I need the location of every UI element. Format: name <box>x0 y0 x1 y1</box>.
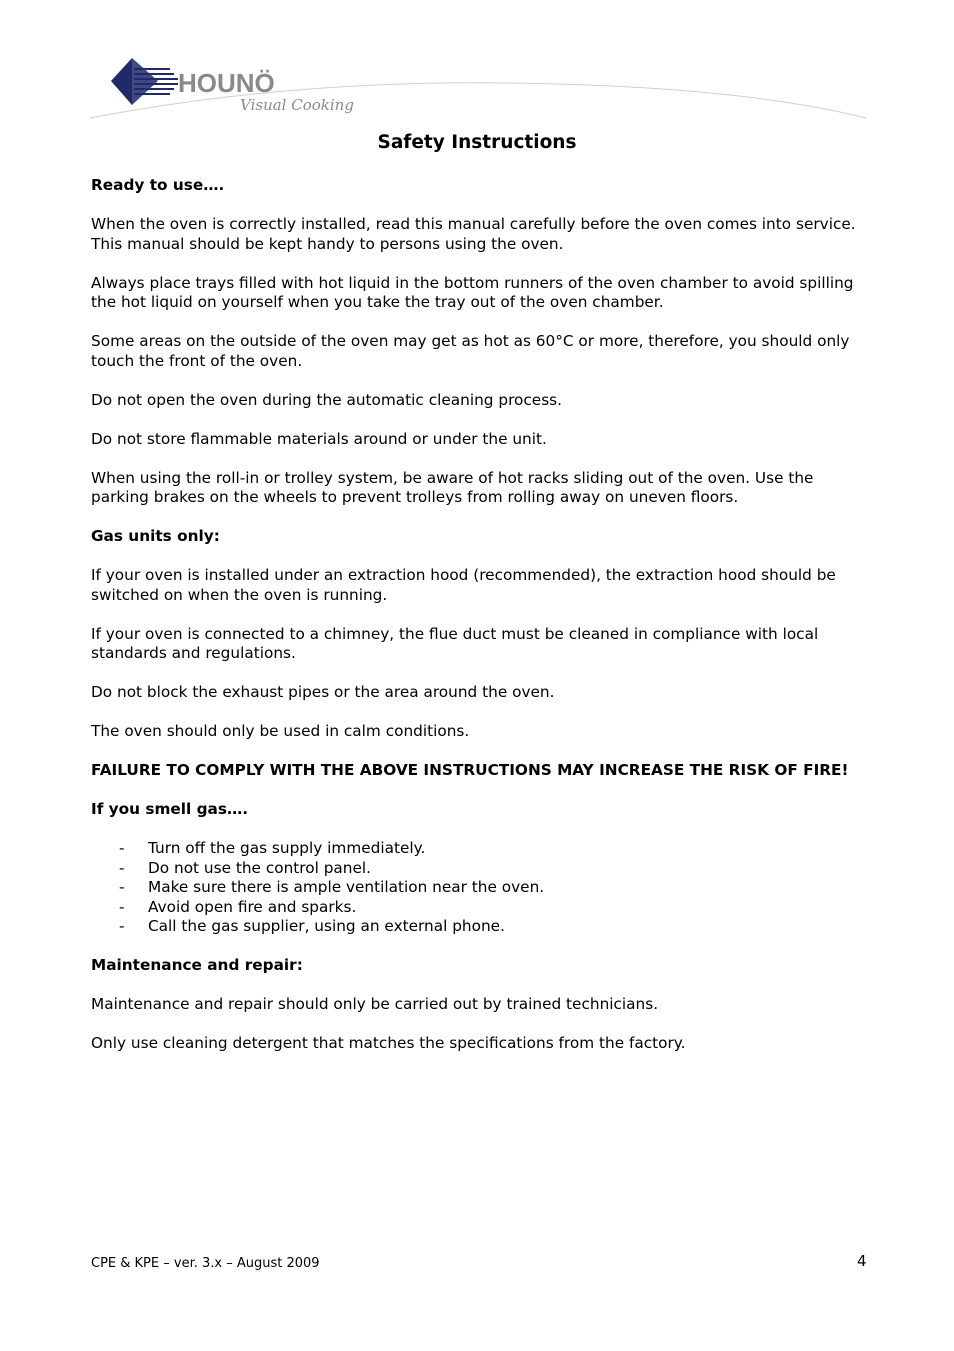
paragraph: Maintenance and repair should only be carried out by trained technicians. <box>91 995 659 1013</box>
paragraph: The oven should only be used in calm conditions. <box>91 722 470 740</box>
section-heading-maintenance: Maintenance and repair: <box>91 956 303 974</box>
list-dash: - <box>119 858 125 877</box>
document-body <box>91 176 871 1073</box>
list-item <box>91 917 871 937</box>
list-item <box>91 839 871 859</box>
paragraph: If your oven is installed under an extraction hood (recommended), the extraction hood should be switched on when the oven is running. <box>91 566 836 604</box>
page-header <box>88 50 868 130</box>
list-item-text: Avoid open fire and sparks. <box>148 897 357 916</box>
paragraph <box>91 215 871 254</box>
page-title: Safety Instructions <box>377 132 577 153</box>
section-heading-gas: Gas units only: <box>91 527 220 545</box>
paragraph: Always place trays filled with hot liquid in the bottom runners of the oven chamber to avoid spilling the hot liquid on yourself when you take the tray out of the oven chamber. <box>91 273 854 311</box>
list-dash: - <box>119 878 125 896</box>
list-dash: - <box>119 839 125 857</box>
page-number: 4 <box>857 1252 867 1270</box>
section-heading-ready: Ready to use…. <box>91 176 225 194</box>
list-item-text: Make sure there is ample ventilation near the oven. <box>148 878 545 896</box>
logo-tagline: Visual Cooking <box>240 96 354 114</box>
paragraph: Only use cleaning detergent that matches the specifications from the factory. <box>91 1034 686 1052</box>
list-item-text: Call the gas supplier, using an external phone. <box>148 917 505 935</box>
gas-smell-list <box>91 839 871 937</box>
paragraph: Do not block the exhaust pipes or the area around the oven. <box>91 683 555 701</box>
logo-text: HOUNÖ <box>178 68 275 98</box>
list-item <box>91 859 871 879</box>
paragraph: If your oven is connected to a chimney, the flue duct must be cleaned in compliance with local standards and regulations. <box>91 624 819 662</box>
footer-version: CPE & KPE – ver. 3.x – August 2009 <box>91 1256 320 1271</box>
paragraph-text: When the oven is correctly installed, read this manual carefully before the oven comes into service. <box>91 215 856 233</box>
list-item <box>91 878 871 898</box>
section-heading-smell-gas: If you smell gas…. <box>91 800 249 818</box>
paragraph: Some areas on the outside of the oven may get as hot as 60°C or more, therefore, you should only touch the front of the oven. <box>91 332 850 370</box>
list-item <box>91 898 871 918</box>
list-dash: - <box>119 897 125 916</box>
list-item-text: Turn off the gas supply immediately. <box>148 839 426 857</box>
fire-warning: FAILURE TO COMPLY WITH THE ABOVE INSTRUCTIONS MAY INCREASE THE RISK OF FIRE! <box>91 761 849 779</box>
list-dash: - <box>119 917 125 935</box>
paragraph: Do not store flammable materials around or under the unit. <box>91 429 547 448</box>
paragraph: When using the roll-in or trolley system, be aware of hot racks sliding out of the oven. Use the parking brakes on the wheels to prevent trolleys from rolling away on uneven floors. <box>91 468 814 506</box>
header-decoration <box>88 50 868 130</box>
houno-logo-icon <box>111 58 178 105</box>
list-item-text: Do not use the control panel. <box>148 858 372 877</box>
paragraph: Do not open the oven during the automatic cleaning process. <box>91 390 562 409</box>
paragraph-text: This manual should be kept handy to persons using the oven. <box>91 234 564 253</box>
